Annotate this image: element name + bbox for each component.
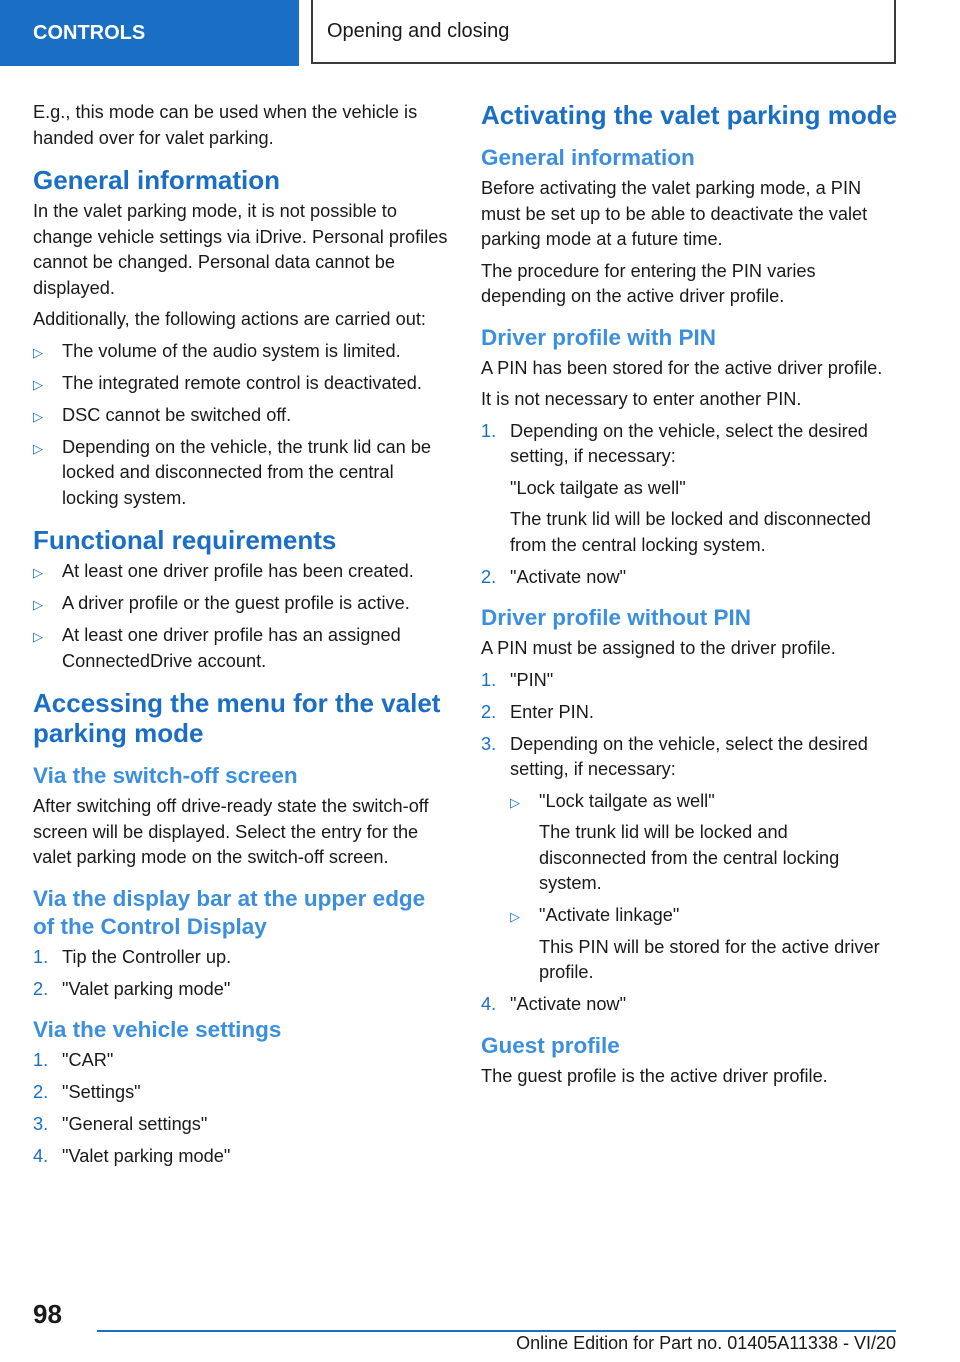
guest-profile-text: The guest profile is the active driver profile.: [481, 1065, 828, 1086]
list-item: 1. "CAR": [33, 1048, 449, 1074]
additional-actions-text: Additionally, the following actions are carried out:: [33, 309, 426, 329]
driver-profile-without-pin-heading: Driver profile without PIN: [481, 605, 752, 630]
step-number: 1.: [33, 1050, 49, 1070]
with-pin-text-2: It is not necessary to enter another PIN.: [481, 389, 802, 409]
list-item: ▷ The volume of the audio system is limited.: [33, 339, 449, 365]
step-number: 1.: [481, 669, 497, 690]
left-column: [33, 100, 449, 1176]
step-number: 2.: [481, 701, 497, 722]
step-number: 4.: [33, 1146, 49, 1166]
with-pin-text-1: A PIN has been stored for the active driver profile.: [481, 357, 883, 378]
list-item: 1. Depending on the vehicle, select the desired setting, if necessary: "Lock tailgate as well" The trunk lid will be locked and disconnected from the central locking system.: [481, 419, 899, 559]
step-number: 3.: [481, 733, 497, 754]
list-item: ▷ Depending on the vehicle, the trunk lid can be locked and disconnected from the central locking system.: [33, 436, 432, 508]
intro-paragraph: E.g., this mode can be used when the vehicle is handed over for valet parking.: [33, 102, 418, 148]
triangle-bullet-icon: ▷: [33, 565, 43, 580]
list-item: 3. "General settings": [33, 1112, 449, 1138]
triangle-bullet-icon: ▷: [33, 376, 43, 392]
vehicle-settings-steps: [33, 1048, 449, 1170]
footer-divider: [97, 1330, 896, 1332]
vehicle-settings-heading: Via the vehicle settings: [33, 1017, 282, 1042]
step-number: 2.: [33, 1082, 49, 1102]
triangle-bullet-icon: ▷: [33, 344, 43, 360]
list-item: 2. "Activate now": [481, 565, 899, 591]
list-item: 4. "Valet parking mode": [33, 1144, 449, 1170]
general-information-text-1: Before activating the valet parking mode, a PIN must be set up to be able to deactivate the valet parking mode at a future time.: [481, 178, 868, 249]
actions-list: [33, 339, 449, 512]
without-pin-steps: [481, 668, 899, 1018]
activating-heading: Activating the valet parking mode: [481, 100, 898, 130]
driver-profile-with-pin-heading: Driver profile with PIN: [481, 324, 717, 350]
list-item: ▷ At least one driver profile has been created.: [33, 559, 449, 585]
section-label: CONTROLS: [33, 21, 146, 44]
step-number: 2.: [33, 978, 49, 999]
with-pin-steps: [481, 419, 899, 591]
option-label: "Lock tailgate as well": [510, 477, 686, 498]
guest-profile-heading: Guest profile: [481, 1032, 620, 1058]
list-item: ▷ "Lock tailgate as well" The trunk lid will be locked and disconnected from the central locking system.: [510, 789, 899, 897]
page-number: 98: [33, 1299, 62, 1329]
triangle-bullet-icon: ▷: [510, 909, 520, 924]
list-item: 2. Enter PIN.: [481, 700, 899, 726]
list-item: 1. Tip the Controller up.: [33, 945, 449, 971]
display-bar-steps: [33, 945, 449, 1003]
option-description: The trunk lid will be locked and disconnected from the central locking system.: [510, 509, 871, 555]
step-number: 1.: [33, 946, 49, 967]
requirements-list: [33, 559, 449, 674]
triangle-bullet-icon: ▷: [33, 440, 43, 456]
option-description: The trunk lid will be locked and disconnected from the central locking system.: [539, 822, 840, 893]
list-item: ▷ DSC cannot be switched off.: [33, 403, 449, 429]
triangle-bullet-icon: ▷: [33, 629, 43, 644]
chapter-tab: [311, 0, 896, 64]
online-edition-text: Online Edition for Part no. 01405A11338 - VI/20: [516, 1333, 896, 1353]
general-information-subheading: General information: [481, 145, 695, 170]
triangle-bullet-icon: ▷: [33, 597, 43, 612]
right-column: [481, 100, 899, 1095]
list-item: ▷ "Activate linkage" This PIN will be stored for the active driver profile.: [510, 903, 899, 986]
triangle-bullet-icon: ▷: [510, 794, 520, 810]
list-item: ▷ At least one driver profile has an assigned ConnectedDrive account.: [33, 625, 401, 671]
switch-off-screen-heading: Via the switch-off screen: [33, 763, 298, 788]
display-bar-heading: Via the display bar at the upper edge of the Control Display: [33, 885, 426, 939]
general-information-heading: General information: [33, 165, 281, 195]
list-item: ▷ The integrated remote control is deactivated.: [33, 371, 449, 397]
list-item: 2. "Valet parking mode": [33, 977, 449, 1003]
triangle-bullet-icon: ▷: [33, 408, 43, 424]
list-item: 1. "PIN": [481, 668, 899, 694]
switch-off-screen-text: After switching off drive-ready state the switch-off screen will be displayed. Select the entry for the valet parking mode on the switch-off screen.: [33, 796, 429, 867]
accessing-menu-heading: Accessing the menu for the valet parking mode: [33, 688, 441, 748]
step-number: 4.: [481, 994, 497, 1014]
without-pin-text: A PIN must be assigned to the driver profile.: [481, 638, 836, 658]
chapter-label: Opening and closing: [327, 19, 510, 42]
functional-requirements-heading: Functional requirements: [33, 525, 337, 555]
general-information-text-2: The procedure for entering the PIN varies depending on the active driver profile.: [481, 260, 816, 306]
step-number: 1.: [481, 420, 497, 441]
step-number: 3.: [33, 1114, 49, 1134]
list-item: 2. "Settings": [33, 1080, 449, 1106]
without-pin-options: [510, 789, 899, 986]
option-description: This PIN will be stored for the active driver profile.: [539, 936, 880, 982]
step-number: 2.: [481, 566, 497, 587]
list-item: 3. Depending on the vehicle, select the desired setting, if necessary: ▷ "Lock tailgate as well" The trunk lid will be locked and disconnected from the central locking system. ▷ "Activate linkage" This PIN will be stored for the active driver profile.: [481, 732, 899, 986]
list-item: ▷ A driver profile or the guest profile is active.: [33, 591, 449, 617]
general-information-text: In the valet parking mode, it is not possible to change vehicle settings via iDrive. Personal profiles cannot be changed. Personal data cannot be displayed.: [33, 201, 448, 298]
list-item: 4. "Activate now": [481, 992, 899, 1018]
section-tab: [0, 0, 299, 66]
